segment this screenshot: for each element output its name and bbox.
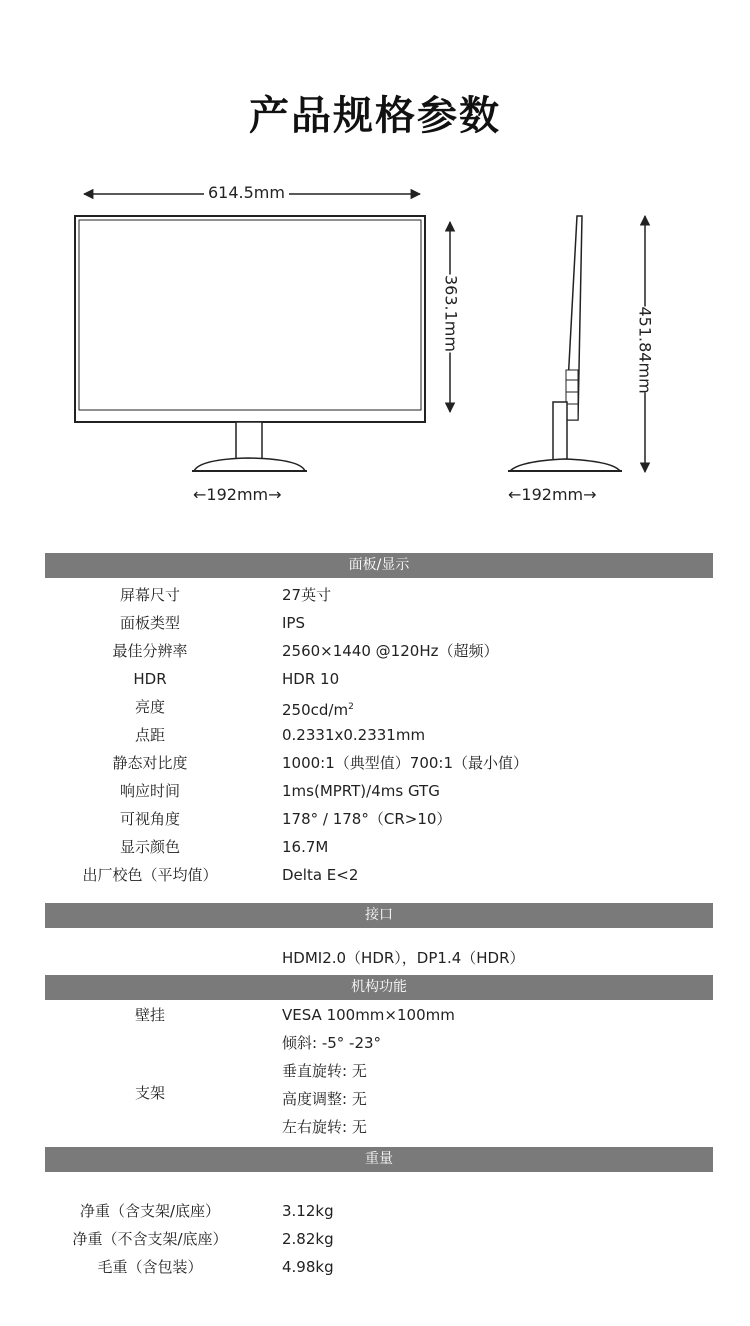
spec-key: 面板类型: [119, 614, 180, 632]
front-base-label: ←192mm→: [193, 485, 282, 504]
spec-key: 可视角度: [119, 810, 180, 828]
stand-value: 高度调整: 无: [282, 1090, 367, 1108]
side-height-label: 451.84mm: [635, 306, 655, 394]
spec-row: [45, 693, 713, 721]
brightness-superscript: 2: [348, 702, 354, 712]
spec-row: [45, 637, 713, 665]
spec-value: [282, 693, 354, 724]
section-header-mechanism: 机构功能: [45, 975, 713, 1000]
spec-key: 静态对比度: [112, 754, 188, 772]
spec-value: HDR 10: [282, 670, 340, 688]
spec-row: [45, 944, 713, 972]
spec-row: [45, 1225, 713, 1253]
stand-key: 支架: [134, 1084, 165, 1102]
spec-value: 1ms(MPRT)/4ms GTG: [282, 782, 440, 800]
spec-row: [45, 609, 713, 637]
spec-row: [45, 1001, 713, 1029]
front-width-label: 614.5mm: [204, 183, 289, 202]
spec-row: [45, 805, 713, 833]
spec-key: 净重（不含支架/底座）: [72, 1230, 228, 1248]
spec-key: 亮度: [134, 698, 165, 716]
spec-row: [45, 1057, 713, 1085]
spec-row: [45, 1253, 713, 1281]
stand-value: 垂直旋转: 无: [282, 1062, 367, 1080]
spec-row: [45, 749, 713, 777]
spec-row: [45, 861, 713, 889]
spec-key: 壁挂: [134, 1006, 165, 1024]
spec-row: [45, 1085, 713, 1113]
side-base-label: ←192mm→: [508, 485, 597, 504]
spec-value: IPS: [282, 614, 305, 632]
spec-key: 响应时间: [119, 782, 180, 800]
section-header-panel: 面板/显示: [45, 553, 713, 578]
spec-key: 最佳分辨率: [112, 642, 188, 660]
spec-key: 毛重（含包装）: [97, 1258, 203, 1276]
spec-value: 178° / 178°（CR>10）: [282, 810, 452, 828]
spec-key: 显示颜色: [119, 838, 180, 856]
front-height-label: 363.1mm: [441, 275, 461, 352]
spec-key: HDR: [133, 670, 167, 688]
spec-row: [45, 777, 713, 805]
spec-value: 27英寸: [282, 586, 332, 604]
spec-row: [45, 581, 713, 609]
spec-key: 净重（含支架/底座）: [79, 1202, 221, 1220]
ports-value: HDMI2.0（HDR），DP1.4（HDR）: [282, 949, 525, 967]
spec-value: VESA 100mm×100mm: [282, 1006, 455, 1024]
spec-value: 4.98kg: [282, 1258, 334, 1276]
stand-value: 左右旋转: 无: [282, 1118, 367, 1136]
spec-value: 3.12kg: [282, 1202, 334, 1220]
spec-value: Delta E<2: [282, 866, 359, 884]
section-header-weight: 重量: [45, 1147, 713, 1172]
spec-value: 2560×1440 @120Hz（超频）: [282, 642, 499, 660]
brightness-value: 250cd/m: [282, 701, 349, 719]
spec-row: [45, 833, 713, 861]
spec-row: [45, 1197, 713, 1225]
spec-value: 2.82kg: [282, 1230, 334, 1248]
spec-key: 出厂校色（平均值）: [82, 866, 218, 884]
side-view-monitor: [508, 216, 622, 471]
spec-key: 点距: [134, 726, 165, 744]
section-header-ports: 接口: [45, 903, 713, 928]
stand-value: 倾斜: -5° -23°: [282, 1034, 382, 1052]
spec-key: 屏幕尺寸: [119, 586, 180, 604]
spec-value: 1000:1（典型值）700:1（最小值）: [282, 754, 528, 772]
front-view-monitor: [75, 216, 425, 471]
spec-row: [45, 721, 713, 749]
spec-value: 0.2331x0.2331mm: [282, 726, 426, 744]
spec-row: [45, 665, 713, 693]
spec-row: [45, 1113, 713, 1141]
spec-value: 16.7M: [282, 838, 329, 856]
spec-row: [45, 1029, 713, 1057]
page-title: 产品规格参数: [249, 93, 501, 139]
